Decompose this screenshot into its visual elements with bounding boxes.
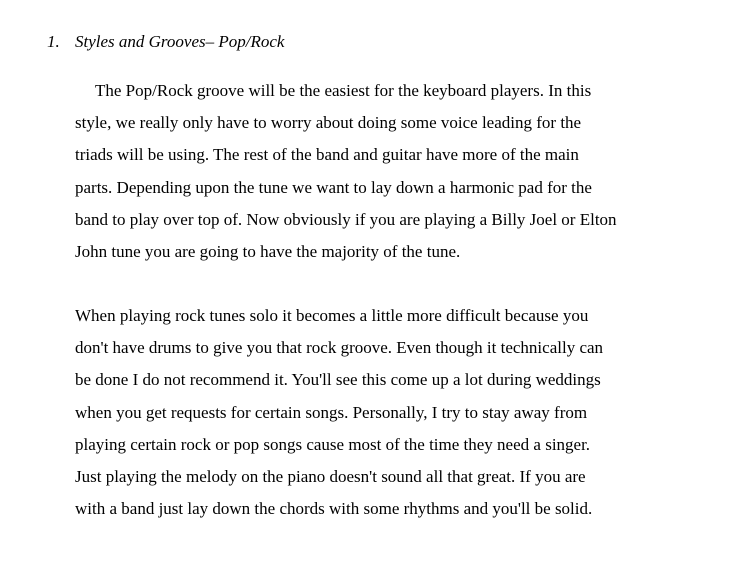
section-title: Styles and Grooves– Pop/Rock xyxy=(75,32,285,51)
paragraph-rock-solo xyxy=(75,300,603,525)
paragraph-line: be done I do not recommend it. You'll see this come up a lot during weddings xyxy=(75,370,601,390)
paragraph-pop-rock-groove xyxy=(75,75,617,268)
paragraph-line: style, we really only have to worry about doing some voice leading for the xyxy=(75,113,582,133)
section-number: 1. xyxy=(47,32,60,51)
paragraph-line: triads will be using. The rest of the band and guitar have more of the main xyxy=(75,145,579,165)
paragraph-line: John tune you are going to have the majority of the tune. xyxy=(75,242,461,262)
paragraph-line: with a band just lay down the chords with some rhythms and you'll be solid. xyxy=(75,499,593,519)
section-heading xyxy=(47,32,284,52)
paragraph-line: playing certain rock or pop songs cause most of the time they need a singer. xyxy=(75,434,591,454)
paragraph-line: parts. Depending upon the tune we want to lay down a harmonic pad for the xyxy=(75,177,592,197)
paragraph-line: Just playing the melody on the piano doesn't sound all that great. If you are xyxy=(75,467,586,487)
paragraph-line: When playing rock tunes solo it becomes a little more difficult because you xyxy=(75,306,589,325)
paragraph-line: don't have drums to give you that rock groove. Even though it technically can xyxy=(75,338,604,358)
paragraph-line: when you get requests for certain songs. Personally, I try to stay away from xyxy=(75,402,588,422)
paragraph-line: The Pop/Rock groove will be the easiest for the keyboard players. In this xyxy=(95,81,592,100)
paragraph-line: band to play over top of. Now obviously if you are playing a Billy Joel or Elton xyxy=(75,209,617,229)
